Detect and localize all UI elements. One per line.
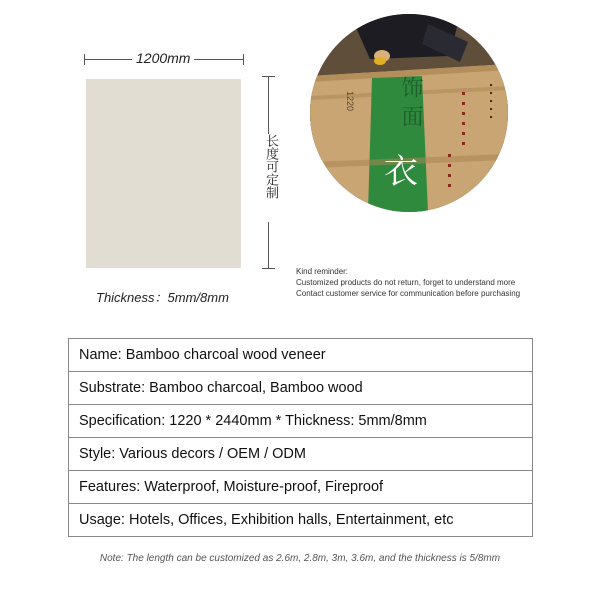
height-dimension-label: 长度可定制 xyxy=(263,134,278,199)
width-dimension-tick-left xyxy=(84,54,85,65)
product-packaging-photo xyxy=(310,14,508,212)
width-dimension-tick-right xyxy=(243,54,244,65)
spec-row-usage: Usage: Hotels, Offices, Exhibition halls, Entertainment, etc xyxy=(79,512,454,528)
box-number: 1220 xyxy=(345,90,356,112)
kind-reminder-line-2: Contact customer service for communication before purchasing xyxy=(296,289,521,298)
kind-reminder xyxy=(296,266,520,299)
spec-row-style: Style: Various decors / OEM / ODM xyxy=(69,438,532,471)
spec-row-substrate: Substrate: Bamboo charcoal, Bamboo wood xyxy=(69,372,532,405)
panel-color-swatch xyxy=(86,79,241,268)
height-dimension-tick-bottom xyxy=(262,268,275,269)
specification-table xyxy=(68,338,533,537)
kind-reminder-title: Kind reminder: xyxy=(296,267,349,276)
width-dimension-label: 1200mm xyxy=(132,50,194,66)
customization-note: Note: The length can be customized as 2.6m, 2.8m, 3m, 3.6m, and the thickness is 5/8mm xyxy=(99,553,501,564)
kind-reminder-line-1: Customized products do not return, forget to understand more xyxy=(296,278,516,287)
spec-row-specification: Specification: 1220 * 2440mm * Thickness: 5mm/8mm xyxy=(69,405,532,438)
spec-row-name: Name: Bamboo charcoal wood veneer xyxy=(69,339,532,372)
height-dimension-line-top xyxy=(268,76,269,134)
height-dimension-line-bottom xyxy=(268,222,269,269)
spec-row-features: Features: Waterproof, Moisture-proof, Fireproof xyxy=(69,471,532,504)
box-print-text: 饰 面 xyxy=(398,76,423,127)
box-print-large-char: 衣 xyxy=(384,152,418,192)
thickness-label: Thickness：5mm/8mm xyxy=(96,290,229,305)
